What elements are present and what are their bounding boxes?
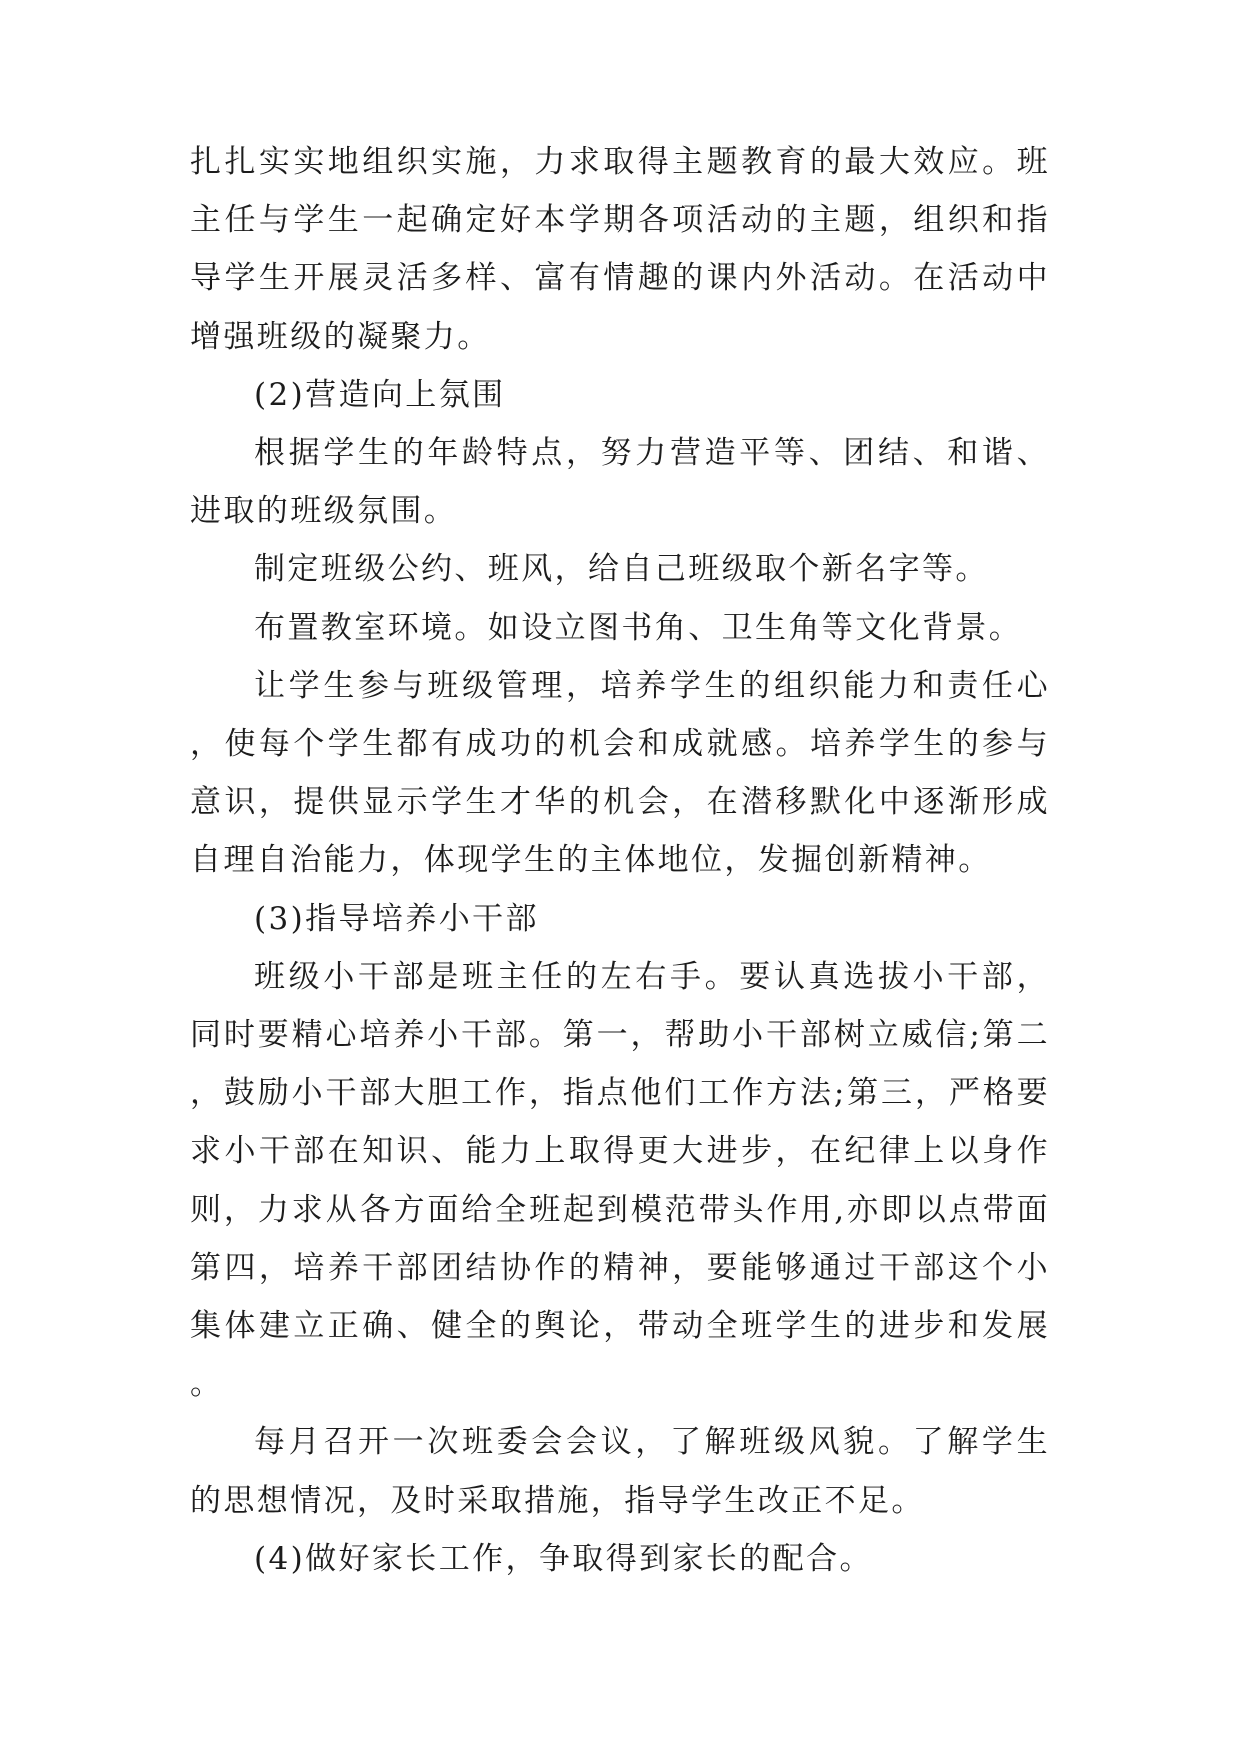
paragraph-atmosphere: 根据学生的年龄特点，努力营造平等、团结、和谐、进取的班级氛围。	[190, 435, 1050, 530]
paragraph-class-rules: 制定班级公约、班风，给自己班级取个新名字等。	[254, 551, 989, 588]
paragraph-classroom-environment: 布置教室环境。如设立图书角、卫生角等文化背景。	[254, 609, 1023, 646]
paragraph-monthly-meeting: 每月召开一次班委会会议，了解班级风貌。了解学生的思想情况，及时采取措施，指导学生改正不足。	[190, 1424, 1050, 1519]
paragraph-activities: 扎扎实实地组织实施，力求取得主题教育的最大效应。班主任与学生一起确定好本学期各项活动的主题，组织和指导学生开展灵活多样、富有情趣的课内外活动。在活动中增强班级的凝聚力。	[190, 144, 1050, 355]
heading-atmosphere: (2)营造向上氛围	[254, 376, 506, 413]
document-body	[190, 133, 1050, 1588]
paragraph-cadres: 班级小干部是班主任的左右手。要认真选拔小干部，同时要精心培养小干部。第一，帮助小干部树立威信;第二，鼓励小干部大胆工作，指点他们工作方法;第三，严格要求小干部在知识、能力上取得更大进步，在纪律上以身作则，力求从各方面给全班起到模范带头作用,亦即以点带面第四，培养干部团结协作的精神，要能够通过干部这个小集体建立正确、健全的舆论，带动全班学生的进步和发展。	[190, 958, 1050, 1403]
heading-parents: (4)做好家长工作，争取得到家长的配合。	[254, 1540, 873, 1577]
paragraph-student-participation: 让学生参与班级管理，培养学生的组织能力和责任心，使每个学生都有成功的机会和成就感。培养学生的参与意识，提供显示学生才华的机会，在潜移默化中逐渐形成自理自治能力，体现学生的主体地位，发掘创新精神。	[190, 667, 1050, 879]
heading-cadres: (3)指导培养小干部	[254, 900, 539, 937]
